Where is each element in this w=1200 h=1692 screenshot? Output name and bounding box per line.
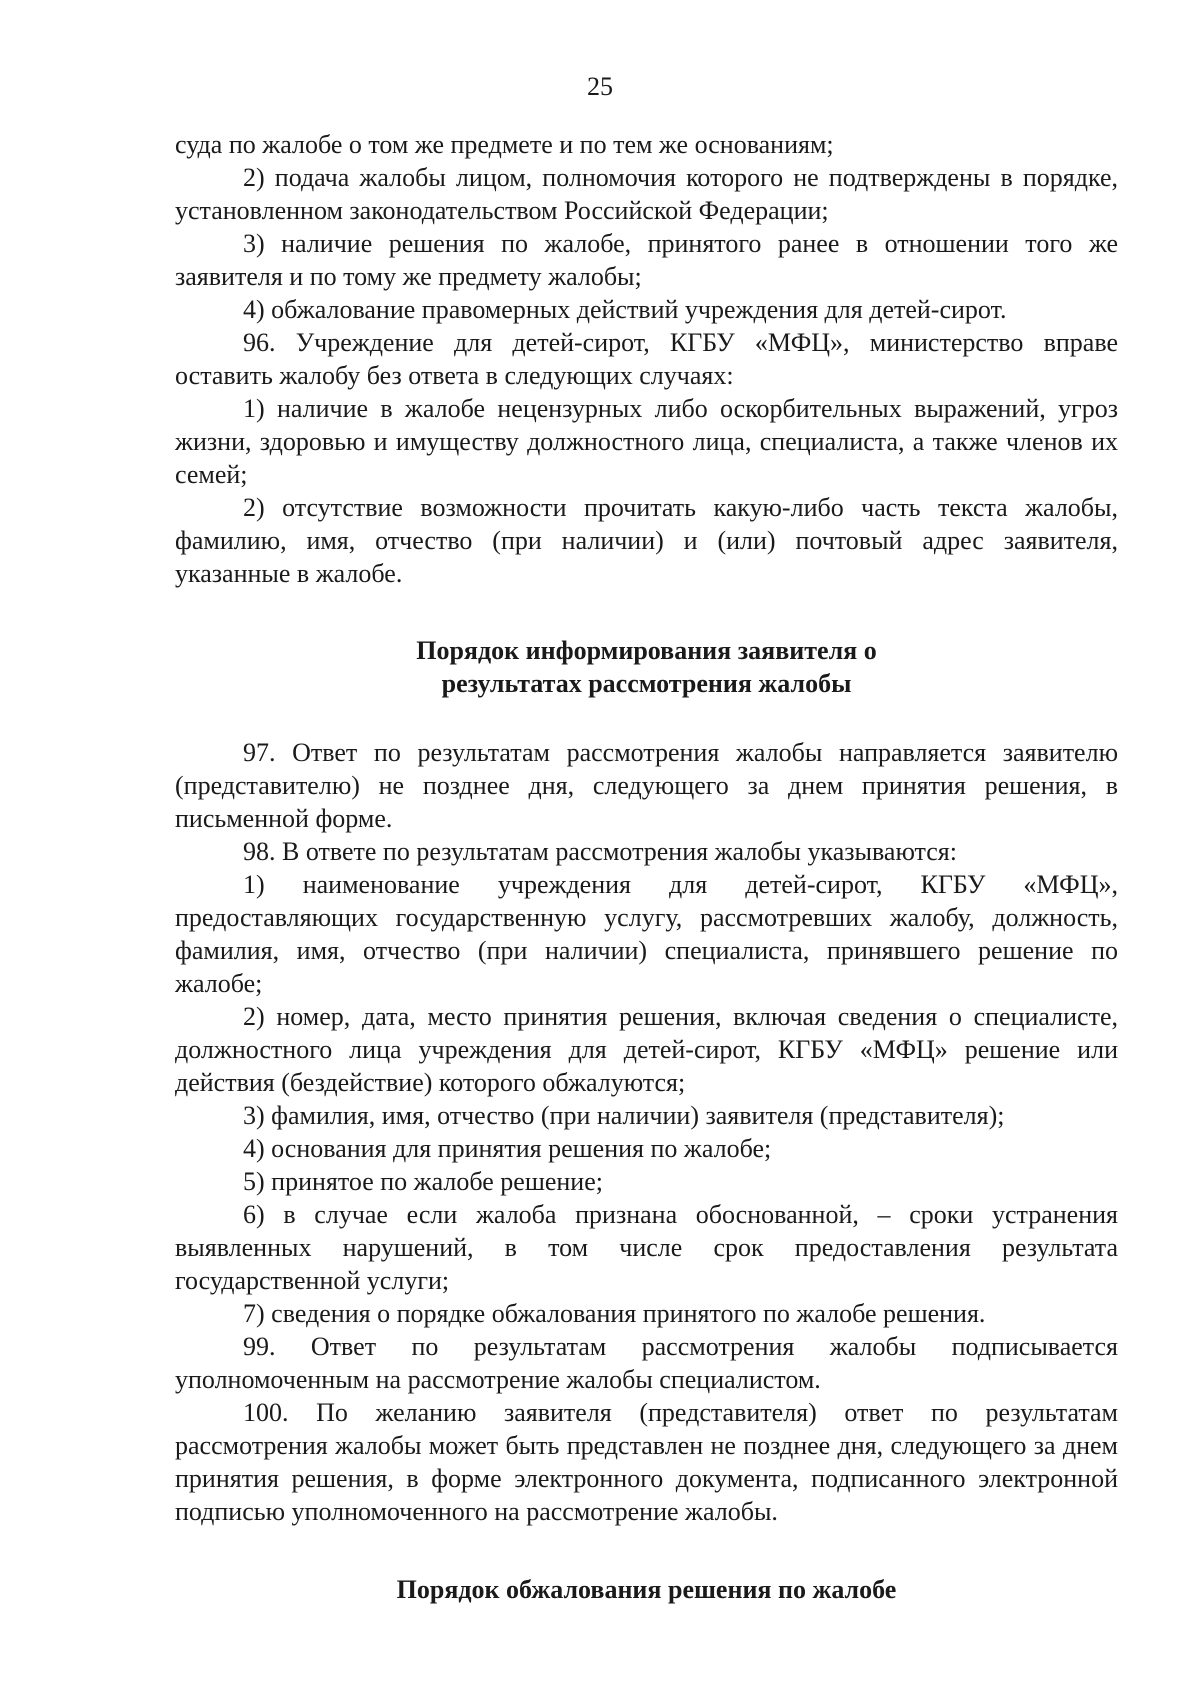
paragraph: 4) обжалование правомерных действий учреждения для детей-сирот. — [243, 295, 1007, 324]
paragraph: 3) фамилия, имя, отчество (при наличии) заявителя (представителя); — [243, 1101, 1005, 1130]
paragraph: суда по жалобе о том же предмете и по тем же основаниям; — [175, 130, 834, 159]
paragraph: 98. В ответе по результатам рассмотрения жалобы указываются: — [243, 837, 957, 866]
paragraph: 3) наличие решения по жалобе, принятого ранее в отношении того же заявителя и по тому же предмету жалобы; — [175, 229, 1118, 291]
section-heading: Порядок обжалования решения по жалобе — [396, 1575, 897, 1604]
paragraph: 96. Учреждение для детей-сирот, КГБУ «МФЦ», министерство вправе оставить жалобу без ответа в следующих случаях: — [175, 328, 1118, 390]
paragraph: 2) подача жалобы лицом, полномочия которого не подтверждены в порядке, установленном законодательством Российской Федерации; — [175, 163, 1118, 225]
paragraph: 7) сведения о порядке обжалования принятого по жалобе решения. — [243, 1299, 986, 1328]
paragraph: 1) наименование учреждения для детей-сирот, КГБУ «МФЦ», предоставляющих государственную услугу, рассмотревших жалобу, должность, фамилия, имя, отчество (при наличии) специалиста, принявшего решение по жалобе; — [175, 870, 1118, 998]
paragraph: 2) отсутствие возможности прочитать какую-либо часть текста жалобы, фамилию, имя, отчество (при наличии) и (или) почтовый адрес заявителя, указанные в жалобе. — [175, 493, 1118, 588]
paragraph: 1) наличие в жалобе нецензурных либо оскорбительных выражений, угроз жизни, здоровью и имуществу должностного лица, специалиста, а также членов их семей; — [175, 394, 1118, 489]
paragraph: 99. Ответ по результатам рассмотрения жалобы подписывается уполномоченным на рассмотрение жалобы специалистом. — [175, 1332, 1118, 1394]
paragraph: 5) принятое по жалобе решение; — [243, 1167, 603, 1196]
paragraph: 6) в случае если жалоба признана обоснованной, – сроки устранения выявленных нарушений, в том числе срок предоставления результата государственной услуги; — [175, 1200, 1118, 1295]
paragraph: 100. По желанию заявителя (представителя) ответ по результатам рассмотрения жалобы может быть представлен не позднее дня, следующего за днем принятия решения, в форме электронного документа, подписанного электронной подписью уполномоченного на рассмотрение жалобы. — [175, 1398, 1118, 1526]
paragraph: 97. Ответ по результатам рассмотрения жалобы направляется заявителю (представителю) не позднее дня, следующего за днем принятия решения, в письменной форме. — [175, 738, 1118, 833]
paragraph: 4) основания для принятия решения по жалобе; — [243, 1134, 772, 1163]
section-heading: Порядок информирования заявителя о результатах рассмотрения жалобы — [416, 636, 877, 698]
page-number: 25 — [587, 72, 613, 101]
paragraph: 2) номер, дата, место принятия решения, включая сведения о специалисте, должностного лица учреждения для детей-сирот, КГБУ «МФЦ» решение или действия (бездействие) которого обжалуются; — [175, 1002, 1118, 1097]
document-body — [175, 128, 1118, 1606]
